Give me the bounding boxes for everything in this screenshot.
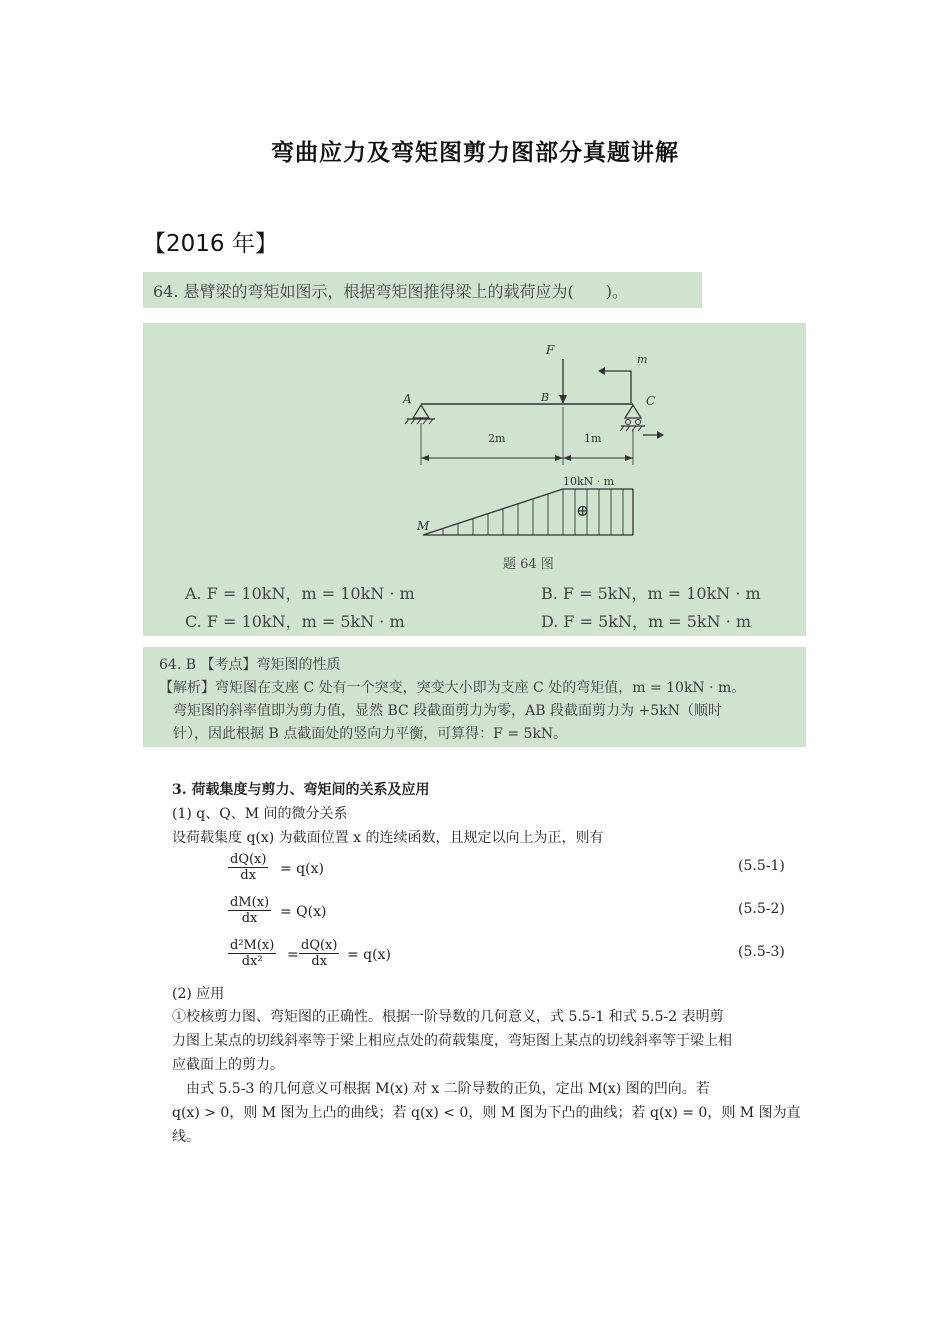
- eq3-num: d²M(x): [230, 938, 275, 953]
- option-B: B. F = 5kN，m = 10kN · m: [541, 584, 761, 603]
- label-B: B: [541, 391, 550, 404]
- eq3-den2: dx: [311, 954, 328, 969]
- option-C: C. F = 10kN，m = 5kN · m: [185, 612, 405, 631]
- eq3-fraction-1: [228, 938, 276, 969]
- eq3-rhs: = q(x): [347, 947, 391, 963]
- eq1-rhs: = q(x): [280, 861, 324, 877]
- section-sub1: (1) q、Q、M 间的微分关系: [172, 806, 348, 822]
- eq2-rhs: = Q(x): [280, 904, 327, 920]
- page-title: 弯曲应力及弯矩图剪力图部分真题讲解: [271, 140, 679, 166]
- option-D: D. F = 5kN，m = 5kN · m: [541, 612, 752, 631]
- label-M: M: [417, 519, 430, 533]
- label-m: m: [637, 353, 648, 366]
- answer-line-4: 针），因此根据 B 点截面处的竖向力平衡，可算得：F = 5kN。: [173, 726, 568, 742]
- para1-line3: 应截面上的剪力。: [172, 1057, 284, 1073]
- label-C: C: [646, 394, 656, 408]
- eq1-number: (5.5-1): [738, 858, 785, 874]
- question-figure: [143, 323, 806, 636]
- support-A: [413, 405, 429, 418]
- eq1-num: dQ(x): [230, 852, 267, 867]
- eq2-den: dx: [241, 911, 258, 926]
- answer-line-2: 【解析】弯矩图在支座 C 处有一个突变，突变大小即为支座 C 处的弯矩值，m = 10kN · m。: [159, 680, 746, 696]
- answer-line-1: 64. B 【考点】弯矩图的性质: [159, 657, 341, 673]
- eq3-number: (5.5-3): [738, 944, 785, 960]
- moment-diagram: [423, 489, 633, 535]
- eq3-mid: =: [287, 947, 299, 963]
- section-heading: 3. 荷载集度与剪力、弯矩间的关系及应用: [172, 782, 430, 798]
- plus-sign: ⊕: [576, 501, 590, 520]
- para1-line2: 力图上某点的切线斜率等于梁上相应点处的荷载集度，弯矩图上某点的切线斜率等于梁上相: [172, 1033, 732, 1049]
- figure-caption: 题 64 图: [503, 557, 554, 572]
- section-sub2: (2) 应用: [172, 986, 225, 1002]
- eq1-fraction: [228, 852, 268, 883]
- moment-value: 10kN · m: [563, 475, 615, 488]
- eq2-fraction: [228, 895, 271, 926]
- eq2-num: dM(x): [230, 895, 270, 910]
- label-A: A: [403, 392, 412, 406]
- moment-arrow: [603, 371, 631, 403]
- answer-block: [143, 647, 806, 747]
- dim-BC: 1m: [584, 432, 602, 445]
- para1-line1: ①校核剪力图、弯矩图的正确性。根据一阶导数的几何意义，式 5.5-1 和式 5.5-2 表明剪: [172, 1009, 724, 1025]
- para2-line2: q(x) > 0，则 M 图为上凸的曲线；若 q(x) < 0，则 M 图为下凸的曲线；若 q(x) = 0，则 M 图为直: [172, 1105, 801, 1121]
- question-bar: [143, 272, 702, 308]
- year-label: 【2016 年】: [143, 231, 278, 257]
- eq3-num2: dQ(x): [301, 938, 338, 953]
- question-text: 64. 悬臂梁的弯矩如图示，根据弯矩图推得梁上的载荷应为( )。: [153, 282, 629, 301]
- eq3-den: dx²: [241, 954, 263, 969]
- eq1-den: dx: [240, 868, 257, 883]
- support-C: [625, 405, 641, 418]
- answer-line-3: 弯矩图的斜率值即为剪力值，显然 BC 段截面剪力为零，AB 段截面剪力为 +5kN（顺时: [173, 703, 722, 719]
- dim-AB: 2m: [488, 432, 506, 445]
- section-intro: 设荷载集度 q(x) 为截面位置 x 的连续函数，且规定以向上为正，则有: [172, 830, 604, 846]
- eq3-fraction-2: [299, 938, 339, 969]
- label-F: F: [546, 343, 555, 357]
- option-A: A. F = 10kN，m = 10kN · m: [185, 584, 415, 603]
- para2-line3: 线。: [172, 1129, 200, 1145]
- para2-line1: 由式 5.5-3 的几何意义可根据 M(x) 对 x 二阶导数的正负，定出 M(x) 图的凹向。若: [186, 1081, 710, 1097]
- eq2-number: (5.5-2): [738, 901, 785, 917]
